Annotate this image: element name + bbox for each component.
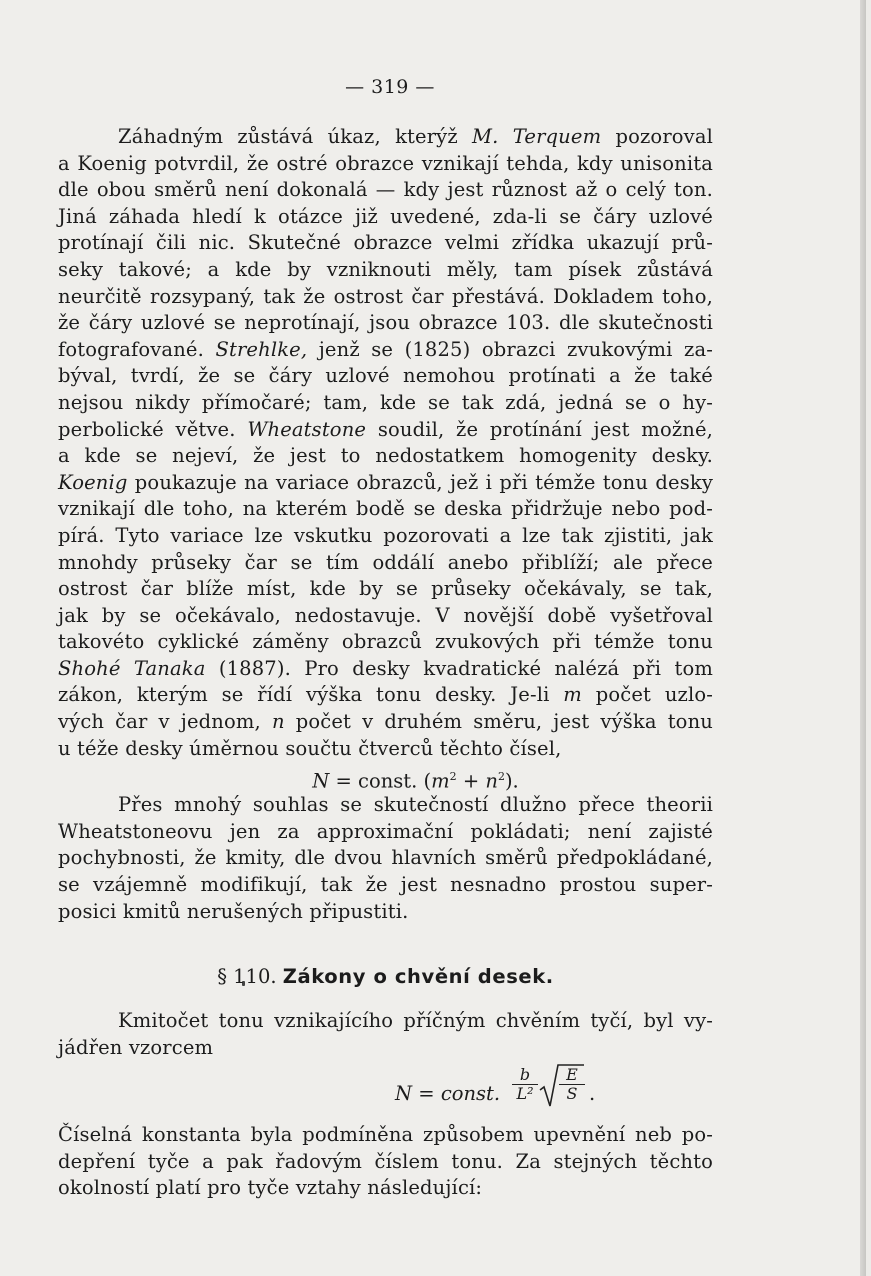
text-line: Jiná záhada hledí k otázce již uvedené, zda-li se čáry uzlové bbox=[58, 204, 713, 228]
section-heading bbox=[58, 965, 713, 988]
text-line: Kmitočet tonu vznikajícího příčným chvěním tyčí, byl vy- bbox=[118, 1009, 713, 1032]
section-number: § 110. bbox=[217, 965, 277, 988]
text-line: fotografované. Strehlke, jenž se (1825) obrazci zvukovými za- bbox=[58, 337, 713, 361]
text-line: Číselná konstanta byla podmíněna způsobem upevnění neb po- bbox=[58, 1123, 713, 1146]
text-line: a Koenig potvrdil, že ostré obrazce vznikají tehda, kdy unisonita bbox=[58, 151, 713, 175]
fraction-E-over-S: E S bbox=[559, 1066, 585, 1103]
text-line: Koenig poukazuje na variace obrazců, jež i při témže tonu desky bbox=[58, 470, 713, 494]
text-line: protínají čili nic. Skutečné obrazce velmi zřídka ukazují prů- bbox=[58, 231, 713, 255]
text-line: pochybnosti, že kmity, dle dvou hlavních směrů předpokládané, bbox=[58, 846, 713, 870]
text-line: se vzájemně modifikují, tak že jest nesnadno prostou super- bbox=[58, 873, 713, 897]
paragraph-2 bbox=[58, 792, 713, 925]
text-line: že čáry uzlové se neprotínají, jsou obrazce 103. dle skutečnosti bbox=[58, 311, 713, 335]
text-line: perbolické větve. Wheatstone soudil, že protínání jest možné, bbox=[58, 417, 714, 441]
text-line: Záhadným zůstává úkaz, kterýž M. Terquem pozoroval bbox=[118, 125, 714, 148]
text-line: býval, tvrdí, že se čáry uzlové nemohou protínati a že také bbox=[58, 364, 713, 388]
text-line: okolností platí pro tyče vztahy následující: bbox=[58, 1176, 483, 1200]
text-line: dle obou směrů není dokonalá — kdy jest různost až o celý ton. bbox=[58, 178, 713, 202]
section-title: Zákony o chvění desek. bbox=[282, 965, 554, 988]
text-line: nejsou nikdy přímočaré; tam, kde se tak zdá, jedná se o hy- bbox=[58, 390, 713, 414]
formula-lhs: N = const. bbox=[395, 1082, 501, 1105]
text-line: Přes mnohý souhlas se skutečností dlužno přece theorii bbox=[118, 793, 713, 817]
text-line: vých čar v jednom, n počet v druhém směru, jest výška tonu bbox=[58, 710, 713, 734]
text-line: jádřen vzorcem bbox=[58, 1035, 214, 1059]
text-line: jak by se očekávalo, nedostavuje. V novější době vyšetřoval bbox=[58, 603, 713, 627]
page-edge bbox=[860, 0, 866, 1276]
text-line: mnohdy průseky čar se tím oddálí anebo přiblíží; ale přece bbox=[58, 550, 713, 574]
text-line: seky takové; a kde by vzniknouti měly, tam písek zůstává bbox=[58, 257, 713, 281]
text-line: ostrost čar blíže míst, kde by se průseky očekávaly, se tak, bbox=[58, 577, 713, 601]
paragraph-3 bbox=[58, 1008, 713, 1061]
text-line: vznikají dle toho, na kterém bodě se deska přidržuje nebo pod- bbox=[58, 497, 713, 521]
text-line: a kde se nejeví, že jest to nedostatkem homogenity desky. bbox=[58, 444, 713, 468]
page-number: — 319 — bbox=[345, 76, 435, 98]
text-line: depření tyče a pak řadovým číslem tonu. Za stejných těchto bbox=[58, 1149, 713, 1173]
paragraph-1 bbox=[58, 124, 713, 925]
text-line: u téže desky úměrnou součtu čtverců těchto čísel, bbox=[58, 736, 562, 760]
text-line: Wheatstoneovu jen za approximační pokládati; není zajisté bbox=[58, 819, 713, 843]
formula-end: . bbox=[589, 1082, 596, 1105]
text-line: Shohé Tanaka (1887). Pro desky kvadratické nalézá při tom bbox=[58, 656, 714, 680]
text-line: zákon, kterým se řídí výška tonu desky. Je-li m počet uzlo- bbox=[58, 683, 713, 707]
equation-n-const: N = const. $(m^2 + n^2)$. bbox=[312, 769, 519, 793]
text-line: pírá. Tyto variace lze vskutku pozorovati a lze tak zjistiti, jak bbox=[58, 523, 713, 547]
text-line: neurčitě rozsypaný, tak že ostrost čar přestává. Dokladem toho, bbox=[58, 284, 713, 308]
text-line: posici kmitů nerušených připustiti. bbox=[58, 899, 409, 923]
paragraph-4 bbox=[58, 1122, 713, 1202]
text-line: takovéto cyklické záměny obrazců zvukových při témže tonu bbox=[58, 630, 713, 654]
fraction-b-over-L2: b L² bbox=[512, 1066, 538, 1103]
